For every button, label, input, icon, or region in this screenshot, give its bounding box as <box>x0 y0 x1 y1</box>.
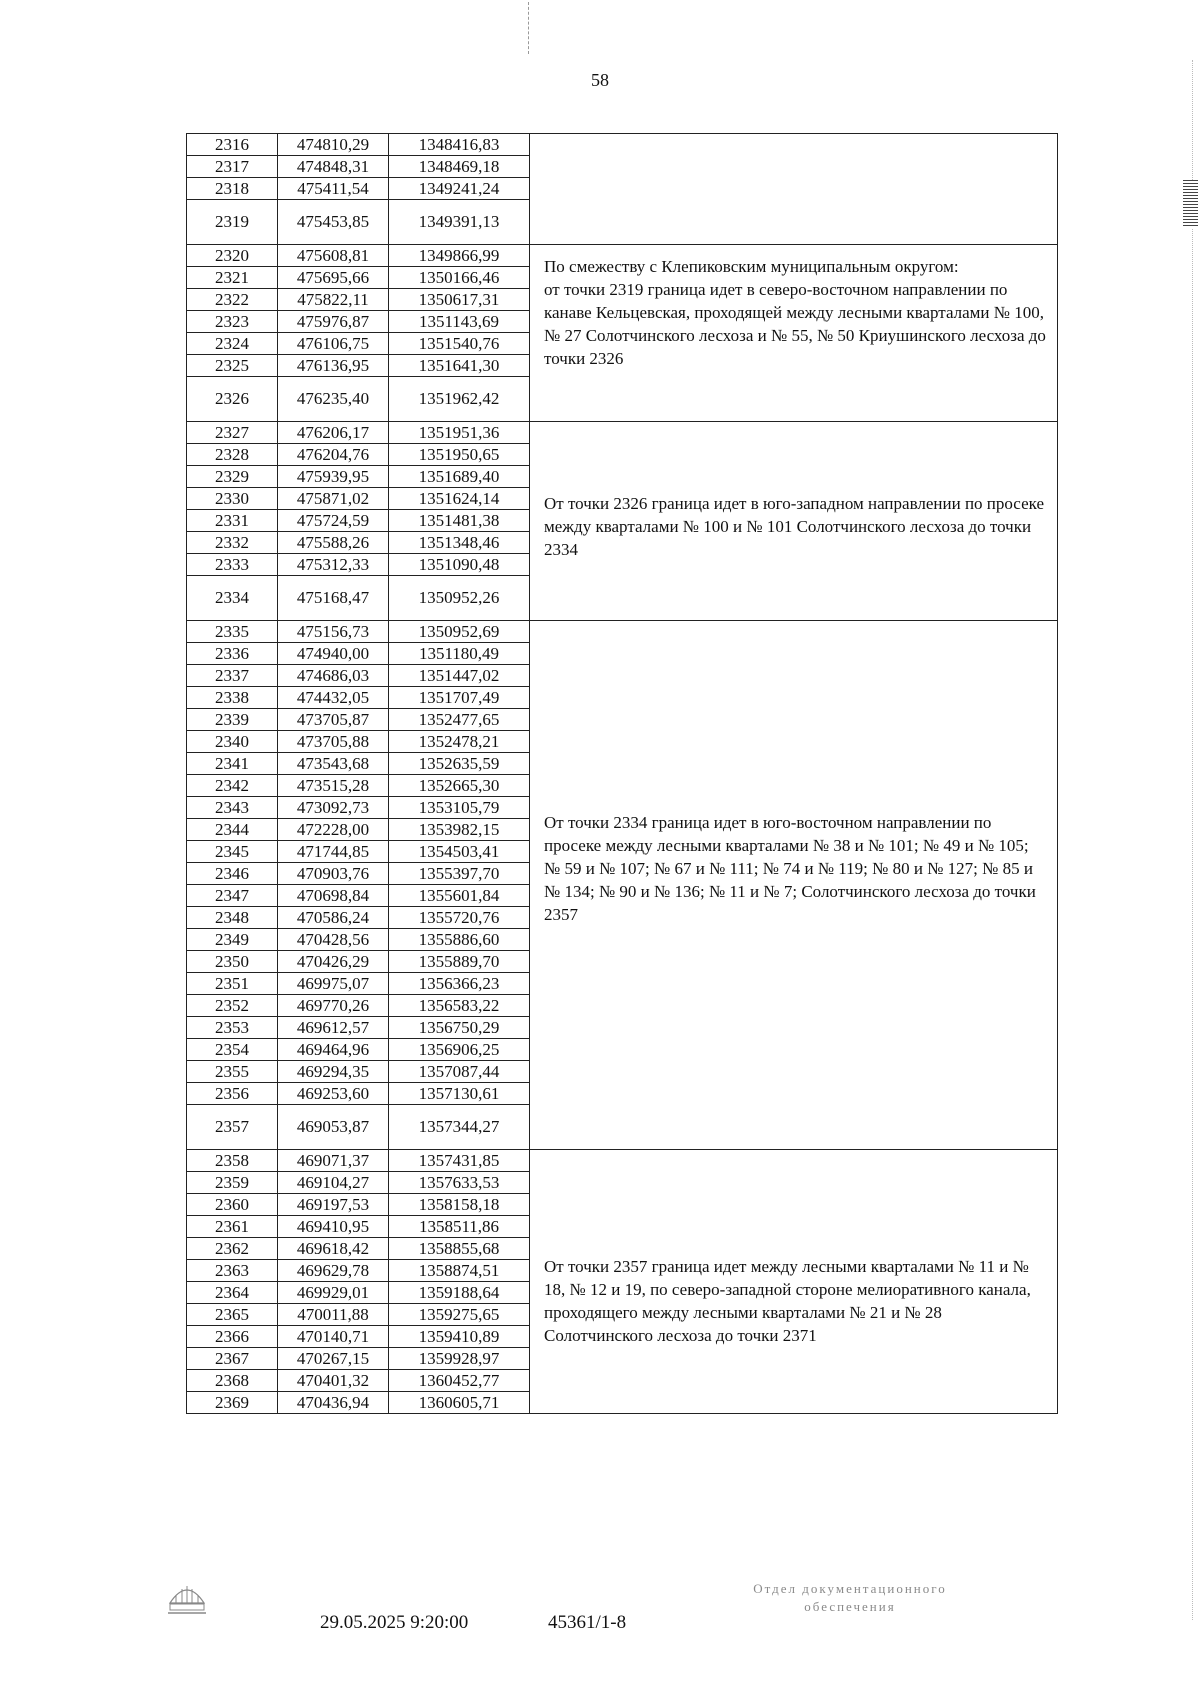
y-coordinate-cell: 1348416,83 <box>389 134 530 156</box>
y-coordinate-cell: 1358855,68 <box>389 1238 530 1260</box>
department-stamp-line1: Отдел документационного <box>753 1581 947 1596</box>
point-number-cell: 2343 <box>187 797 278 819</box>
point-number-cell: 2341 <box>187 753 278 775</box>
x-coordinate-cell: 474940,00 <box>278 643 389 665</box>
point-number-cell: 2354 <box>187 1039 278 1061</box>
x-coordinate-cell: 470436,94 <box>278 1392 389 1414</box>
x-coordinate-cell: 475871,02 <box>278 488 389 510</box>
point-number-cell: 2352 <box>187 995 278 1017</box>
point-number-cell: 2318 <box>187 178 278 200</box>
boundary-description-cell <box>530 422 1058 621</box>
y-coordinate-cell: 1351689,40 <box>389 466 530 488</box>
x-coordinate-cell: 475453,85 <box>278 200 389 245</box>
x-coordinate-cell: 469629,78 <box>278 1260 389 1282</box>
x-coordinate-cell: 469104,27 <box>278 1172 389 1194</box>
boundary-description-text: От точки 2357 граница идет между лесными кварталами № 11 и № 18, № 12 и 19, по северо-западной стороне мелиоративного канала, проходящего между лесными кварталами № 21 и № 28 Солотчинского лесхоза до точки 2371 <box>544 1257 1031 1345</box>
y-coordinate-cell: 1353982,15 <box>389 819 530 841</box>
coordinates-table <box>186 133 1058 1414</box>
x-coordinate-cell: 469197,53 <box>278 1194 389 1216</box>
x-coordinate-cell: 476204,76 <box>278 444 389 466</box>
point-number-cell: 2342 <box>187 775 278 797</box>
y-coordinate-cell: 1351540,76 <box>389 333 530 355</box>
x-coordinate-cell: 475822,11 <box>278 289 389 311</box>
y-coordinate-cell: 1358874,51 <box>389 1260 530 1282</box>
y-coordinate-cell: 1360605,71 <box>389 1392 530 1414</box>
x-coordinate-cell: 471744,85 <box>278 841 389 863</box>
y-coordinate-cell: 1357344,27 <box>389 1105 530 1150</box>
point-number-cell: 2316 <box>187 134 278 156</box>
y-coordinate-cell: 1351348,46 <box>389 532 530 554</box>
x-coordinate-cell: 469410,95 <box>278 1216 389 1238</box>
y-coordinate-cell: 1360452,77 <box>389 1370 530 1392</box>
y-coordinate-cell: 1356583,22 <box>389 995 530 1017</box>
y-coordinate-cell: 1351481,38 <box>389 510 530 532</box>
table-row <box>187 621 1058 643</box>
point-number-cell: 2321 <box>187 267 278 289</box>
boundary-description-text: От точки 2326 граница идет в юго-западном направлении по просеке между кварталами № 100 и № 101 Солотчинского лесхоза до точки 2334 <box>544 494 1044 559</box>
x-coordinate-cell: 474686,03 <box>278 665 389 687</box>
point-number-cell: 2332 <box>187 532 278 554</box>
x-coordinate-cell: 475312,33 <box>278 554 389 576</box>
scan-artifact-top <box>528 2 535 54</box>
x-coordinate-cell: 470698,84 <box>278 885 389 907</box>
y-coordinate-cell: 1359928,97 <box>389 1348 530 1370</box>
y-coordinate-cell: 1356366,23 <box>389 973 530 995</box>
point-number-cell: 2333 <box>187 554 278 576</box>
y-coordinate-cell: 1358511,86 <box>389 1216 530 1238</box>
y-coordinate-cell: 1352478,21 <box>389 731 530 753</box>
x-coordinate-cell: 473515,28 <box>278 775 389 797</box>
x-coordinate-cell: 476235,40 <box>278 377 389 422</box>
x-coordinate-cell: 469618,42 <box>278 1238 389 1260</box>
boundary-description-text: По смежеству с Клепиковским муниципальным округом: от точки 2319 граница идет в северо-восточном направлении по канаве Кельцевская, проходящей между лесными кварталами № 100, № 27 Солотчинского лесхоза и № 55, № 50 Криушинского лесхоза до точки 2326 <box>544 257 1046 368</box>
x-coordinate-cell: 474848,31 <box>278 156 389 178</box>
point-number-cell: 2367 <box>187 1348 278 1370</box>
y-coordinate-cell: 1351090,48 <box>389 554 530 576</box>
y-coordinate-cell: 1357431,85 <box>389 1150 530 1172</box>
point-number-cell: 2364 <box>187 1282 278 1304</box>
x-coordinate-cell: 470140,71 <box>278 1326 389 1348</box>
boundary-description-text: От точки 2334 граница идет в юго-восточном направлении по просеке между лесными кварталами № 38 и № 101; № 49 и № 105; № 59 и № 107; № 67 и № 111; № 74 и № 119; № 80 и № 127; № 85 и № 134; № 90 и № 136; № 11 и № 7; Солотчинского лесхоза до точки 2357 <box>544 813 1036 924</box>
y-coordinate-cell: 1349391,13 <box>389 200 530 245</box>
y-coordinate-cell: 1355886,60 <box>389 929 530 951</box>
x-coordinate-cell: 475976,87 <box>278 311 389 333</box>
y-coordinate-cell: 1351951,36 <box>389 422 530 444</box>
y-coordinate-cell: 1351707,49 <box>389 687 530 709</box>
x-coordinate-cell: 469294,35 <box>278 1061 389 1083</box>
point-number-cell: 2351 <box>187 973 278 995</box>
point-number-cell: 2320 <box>187 245 278 267</box>
y-coordinate-cell: 1354503,41 <box>389 841 530 863</box>
x-coordinate-cell: 470428,56 <box>278 929 389 951</box>
y-coordinate-cell: 1357130,61 <box>389 1083 530 1105</box>
boundary-description-cell <box>530 621 1058 1150</box>
point-number-cell: 2345 <box>187 841 278 863</box>
y-coordinate-cell: 1359275,65 <box>389 1304 530 1326</box>
point-number-cell: 2360 <box>187 1194 278 1216</box>
point-number-cell: 2356 <box>187 1083 278 1105</box>
point-number-cell: 2358 <box>187 1150 278 1172</box>
point-number-cell: 2368 <box>187 1370 278 1392</box>
y-coordinate-cell: 1351143,69 <box>389 311 530 333</box>
y-coordinate-cell: 1352477,65 <box>389 709 530 731</box>
point-number-cell: 2319 <box>187 200 278 245</box>
x-coordinate-cell: 470011,88 <box>278 1304 389 1326</box>
point-number-cell: 2327 <box>187 422 278 444</box>
y-coordinate-cell: 1350617,31 <box>389 289 530 311</box>
y-coordinate-cell: 1359410,89 <box>389 1326 530 1348</box>
x-coordinate-cell: 470426,29 <box>278 951 389 973</box>
department-stamp <box>700 1580 1000 1616</box>
point-number-cell: 2359 <box>187 1172 278 1194</box>
point-number-cell: 2331 <box>187 510 278 532</box>
y-coordinate-cell: 1358158,18 <box>389 1194 530 1216</box>
x-coordinate-cell: 473705,88 <box>278 731 389 753</box>
point-number-cell: 2365 <box>187 1304 278 1326</box>
x-coordinate-cell: 474810,29 <box>278 134 389 156</box>
point-number-cell: 2348 <box>187 907 278 929</box>
x-coordinate-cell: 473705,87 <box>278 709 389 731</box>
y-coordinate-cell: 1355601,84 <box>389 885 530 907</box>
point-number-cell: 2334 <box>187 576 278 621</box>
point-number-cell: 2338 <box>187 687 278 709</box>
y-coordinate-cell: 1348469,18 <box>389 156 530 178</box>
point-number-cell: 2357 <box>187 1105 278 1150</box>
y-coordinate-cell: 1351950,65 <box>389 444 530 466</box>
y-coordinate-cell: 1351624,14 <box>389 488 530 510</box>
x-coordinate-cell: 476206,17 <box>278 422 389 444</box>
y-coordinate-cell: 1349866,99 <box>389 245 530 267</box>
scan-artifact-edge <box>1192 60 1194 1620</box>
point-number-cell: 2361 <box>187 1216 278 1238</box>
y-coordinate-cell: 1350952,69 <box>389 621 530 643</box>
footer-timestamp: 29.05.2025 9:20:00 <box>320 1612 469 1633</box>
y-coordinate-cell: 1357633,53 <box>389 1172 530 1194</box>
y-coordinate-cell: 1351962,42 <box>389 377 530 422</box>
point-number-cell: 2337 <box>187 665 278 687</box>
point-number-cell: 2323 <box>187 311 278 333</box>
point-number-cell: 2326 <box>187 377 278 422</box>
x-coordinate-cell: 470401,32 <box>278 1370 389 1392</box>
x-coordinate-cell: 475608,81 <box>278 245 389 267</box>
table-row <box>187 134 1058 156</box>
x-coordinate-cell: 473543,68 <box>278 753 389 775</box>
scan-artifact-bar <box>1183 180 1198 228</box>
x-coordinate-cell: 475411,54 <box>278 178 389 200</box>
boundary-description-cell <box>530 245 1058 422</box>
x-coordinate-cell: 469053,87 <box>278 1105 389 1150</box>
x-coordinate-cell: 469464,96 <box>278 1039 389 1061</box>
point-number-cell: 2317 <box>187 156 278 178</box>
boundary-description-cell <box>530 1150 1058 1414</box>
y-coordinate-cell: 1351641,30 <box>389 355 530 377</box>
table-row <box>187 1150 1058 1172</box>
x-coordinate-cell: 470267,15 <box>278 1348 389 1370</box>
x-coordinate-cell: 469929,01 <box>278 1282 389 1304</box>
y-coordinate-cell: 1356906,25 <box>389 1039 530 1061</box>
y-coordinate-cell: 1350952,26 <box>389 576 530 621</box>
y-coordinate-cell: 1355720,76 <box>389 907 530 929</box>
x-coordinate-cell: 475156,73 <box>278 621 389 643</box>
y-coordinate-cell: 1355889,70 <box>389 951 530 973</box>
point-number-cell: 2328 <box>187 444 278 466</box>
point-number-cell: 2347 <box>187 885 278 907</box>
x-coordinate-cell: 470586,24 <box>278 907 389 929</box>
y-coordinate-cell: 1352665,30 <box>389 775 530 797</box>
y-coordinate-cell: 1351180,49 <box>389 643 530 665</box>
x-coordinate-cell: 474432,05 <box>278 687 389 709</box>
y-coordinate-cell: 1359188,64 <box>389 1282 530 1304</box>
y-coordinate-cell: 1357087,44 <box>389 1061 530 1083</box>
x-coordinate-cell: 475695,66 <box>278 267 389 289</box>
point-number-cell: 2336 <box>187 643 278 665</box>
point-number-cell: 2335 <box>187 621 278 643</box>
x-coordinate-cell: 469612,57 <box>278 1017 389 1039</box>
x-coordinate-cell: 475724,59 <box>278 510 389 532</box>
point-number-cell: 2330 <box>187 488 278 510</box>
y-coordinate-cell: 1350166,46 <box>389 267 530 289</box>
point-number-cell: 2350 <box>187 951 278 973</box>
x-coordinate-cell: 470903,76 <box>278 863 389 885</box>
table-row <box>187 422 1058 444</box>
point-number-cell: 2340 <box>187 731 278 753</box>
x-coordinate-cell: 475168,47 <box>278 576 389 621</box>
point-number-cell: 2339 <box>187 709 278 731</box>
x-coordinate-cell: 475939,95 <box>278 466 389 488</box>
point-number-cell: 2366 <box>187 1326 278 1348</box>
point-number-cell: 2353 <box>187 1017 278 1039</box>
footer-document-code: 45361/1-8 <box>548 1612 627 1633</box>
point-number-cell: 2322 <box>187 289 278 311</box>
x-coordinate-cell: 473092,73 <box>278 797 389 819</box>
x-coordinate-cell: 469975,07 <box>278 973 389 995</box>
y-coordinate-cell: 1349241,24 <box>389 178 530 200</box>
point-number-cell: 2369 <box>187 1392 278 1414</box>
department-stamp-line2: обеспечения <box>804 1599 896 1614</box>
y-coordinate-cell: 1356750,29 <box>389 1017 530 1039</box>
x-coordinate-cell: 476106,75 <box>278 333 389 355</box>
y-coordinate-cell: 1352635,59 <box>389 753 530 775</box>
point-number-cell: 2344 <box>187 819 278 841</box>
y-coordinate-cell: 1351447,02 <box>389 665 530 687</box>
point-number-cell: 2325 <box>187 355 278 377</box>
point-number-cell: 2324 <box>187 333 278 355</box>
organization-logo-icon <box>166 1573 208 1617</box>
x-coordinate-cell: 469770,26 <box>278 995 389 1017</box>
x-coordinate-cell: 472228,00 <box>278 819 389 841</box>
point-number-cell: 2355 <box>187 1061 278 1083</box>
point-number-cell: 2346 <box>187 863 278 885</box>
table-row <box>187 245 1058 267</box>
y-coordinate-cell: 1353105,79 <box>389 797 530 819</box>
point-number-cell: 2362 <box>187 1238 278 1260</box>
point-number-cell: 2349 <box>187 929 278 951</box>
page-number: 58 <box>591 70 609 90</box>
x-coordinate-cell: 469253,60 <box>278 1083 389 1105</box>
point-number-cell: 2363 <box>187 1260 278 1282</box>
y-coordinate-cell: 1355397,70 <box>389 863 530 885</box>
x-coordinate-cell: 475588,26 <box>278 532 389 554</box>
x-coordinate-cell: 469071,37 <box>278 1150 389 1172</box>
x-coordinate-cell: 476136,95 <box>278 355 389 377</box>
point-number-cell: 2329 <box>187 466 278 488</box>
description-cell-empty <box>530 134 1058 245</box>
